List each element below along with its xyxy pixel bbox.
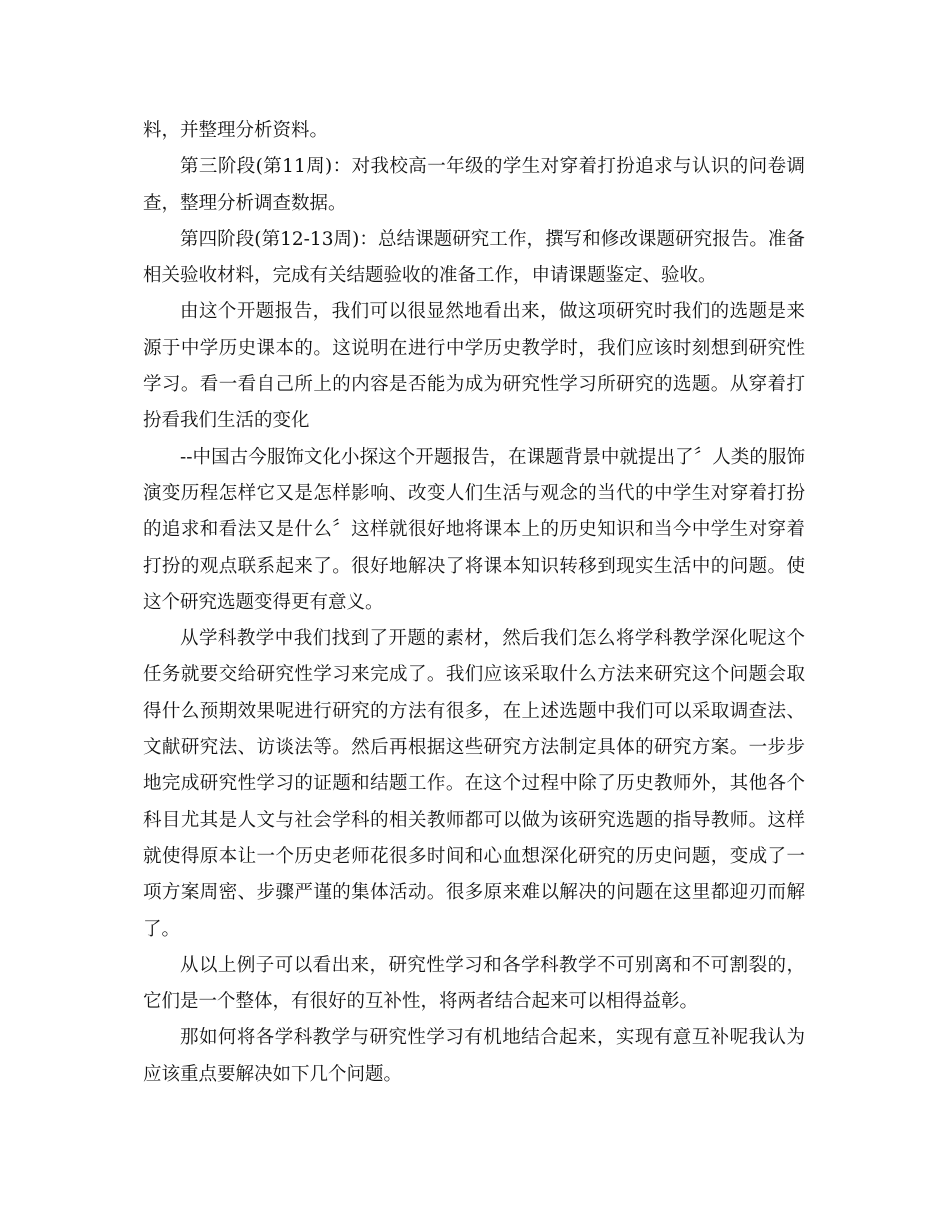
document-body: [143, 113, 805, 1093]
paragraph-stage-four: 第四阶段(第12-13周)：总结课题研究工作，撰写和修改课题研究报告。准备相关验收材料，完成有关结题验收的准备工作，申请课题鉴定、验收。: [143, 228, 805, 287]
paragraph-key-questions: 那如何将各学科教学与研究性学习有机地结合起来，实现有意互补呢我认为应该重点要解决如下几个问题。: [143, 1027, 805, 1085]
paragraph-continuation: 料，并整理分析资料。: [143, 120, 329, 141]
paragraph-stage-three: 第三阶段(第11周)：对我校高一年级的学生对穿着打扮追求与认识的问卷调查，整理分析调查数据。: [143, 156, 805, 214]
paragraph-clothing-culture: --中国古今服饰文化小探这个开题报告，在课题背景中就提出了〞人类的服饰演变历程怎样它又是怎样影响、改变人们生活与观念的当代的中学生对穿着打扮的追求和看法又是什么〞这样就很好地将课本上的历史知识和当今中学生对穿着打扮的观点联系起来了。很好地解决了将课本知识转移到现实生活中的问题。使这个研究选题变得更有意义。: [143, 446, 805, 613]
paragraph-research-methods: 从学科教学中我们找到了开题的素材，然后我们怎么将学科教学深化呢这个任务就要交给研究性学习来完成了。我们应该采取什么方法来研究这个问题会取得什么预期效果呢进行研究的方法有很多，在上述选题中我们可以采取调查法、文献研究法、访谈法等。然后再根据这些研究方法制定具体的研究方案。一步步地完成研究性学习的证题和结题工作。在这个过程中除了历史教师外，其他各个科目尤其是人文与社会学科的相关教师都可以做为该研究选题的指导教师。这样就使得原本让一个历史老师花很多时间和心血想深化研究的历史问题，变成了一项方案周密、步骤严谨的集体活动。很多原来难以解决的问题在这里都迎刃而解了。: [143, 628, 805, 940]
paragraph-complementarity: 从以上例子可以看出来，研究性学习和各学科教学不可别离和不可割裂的，它们是一个整体，有很好的互补性，将两者结合起来可以相得益彰。: [143, 954, 805, 1013]
paragraph-opening-report-analysis: 由这个开题报告，我们可以很显然地看出来，做这项研究时我们的选题是来源于中学历史课本的。这说明在进行中学历史教学时，我们应该时刻想到研究性学习。看一看自己所上的内容是否能为成为研究性学习所研究的选题。从穿着打扮看我们生活的变化: [143, 301, 805, 432]
